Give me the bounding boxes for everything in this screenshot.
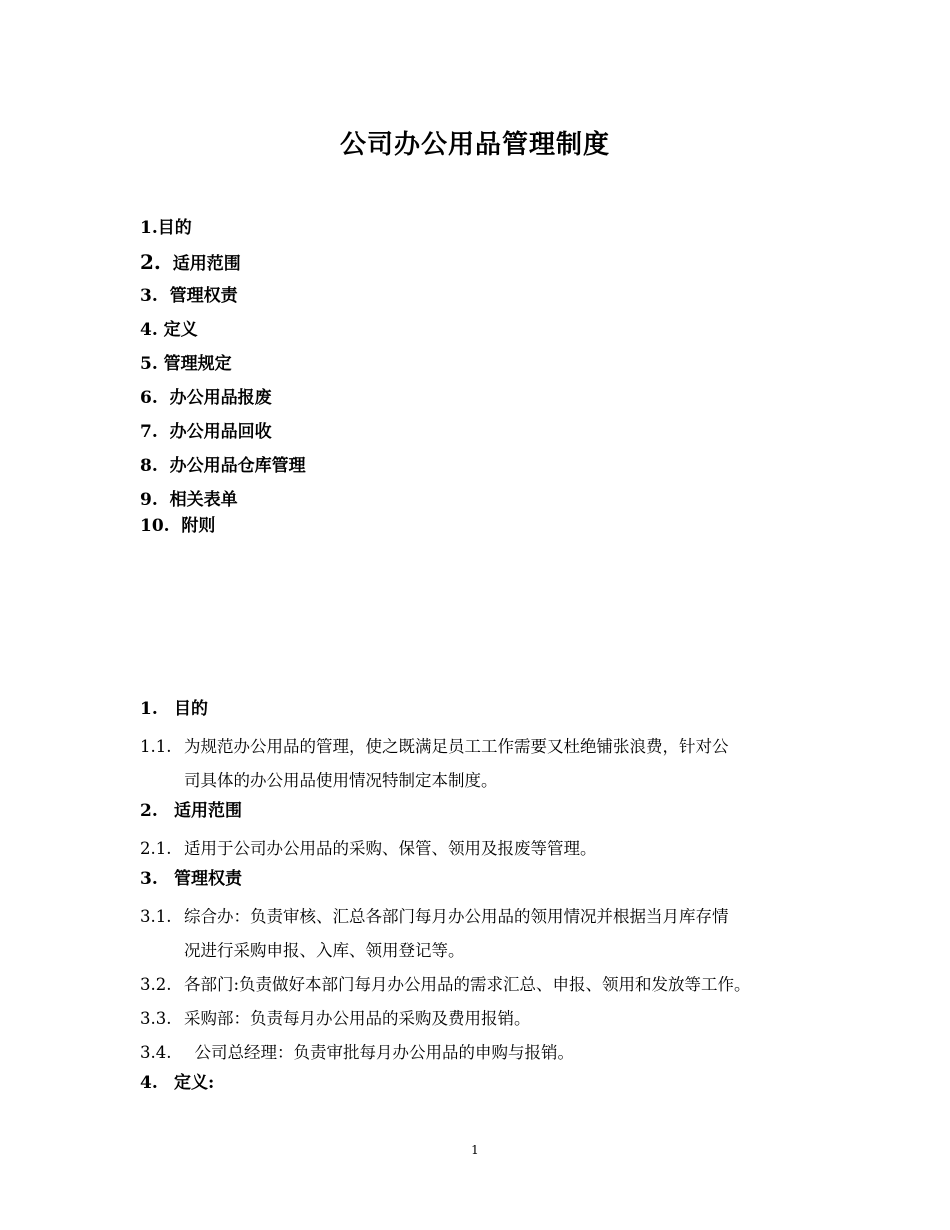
paragraph: 3.2. 各部门:负责做好本部门每月办公用品的需求汇总、申报、领用和发放等工作。 [140,975,751,994]
section-heading: 4. 定义: [140,1073,215,1093]
paragraph: 3.3. 采购部：负责每月办公用品的采购及费用报销。 [140,1009,531,1028]
page-number: 1 [471,1143,479,1157]
paragraph: 3.4. 公司总经理：负责审批每月办公用品的申购与报销。 [140,1043,574,1062]
section-heading: 3. 管理权责 [140,869,242,889]
paragraph-continuation: 况进行采购申报、入库、领用登记等。 [184,941,465,960]
paragraph: 3.1. 综合办：负责审核、汇总各部门每月办公用品的领用情况并根据当月库存情 [140,907,729,926]
toc-item: 9. 相关表单 [140,490,238,510]
section-heading: 2. 适用范围 [140,801,242,821]
document-title: 公司办公用品管理制度 [339,130,610,160]
section-heading: 1. 目的 [140,699,208,719]
toc-item: 10. 附则 [140,516,216,536]
paragraph-continuation: 司具体的办公用品使用情况特制定本制度。 [184,771,498,790]
document-body [140,696,830,1104]
table-of-contents [140,216,640,548]
toc-item: 6. 办公用品报废 [140,388,272,408]
toc-item: 5. 管理规定 [140,354,232,374]
paragraph: 2.1. 适用于公司办公用品的采购、保管、领用及报废等管理。 [140,839,597,858]
paragraph: 1.1. 为规范办公用品的管理，使之既满足员工工作需要又杜绝铺张浪费，针对公 [140,737,729,756]
toc-item: 8. 办公用品仓库管理 [140,456,306,476]
toc-item: 7. 办公用品回收 [140,422,272,442]
toc-item: 1.目的 [140,218,192,238]
toc-item: 2. 适用范围 [140,250,241,274]
toc-item: 4. 定义 [140,320,198,340]
toc-item: 3. 管理权责 [140,286,238,306]
